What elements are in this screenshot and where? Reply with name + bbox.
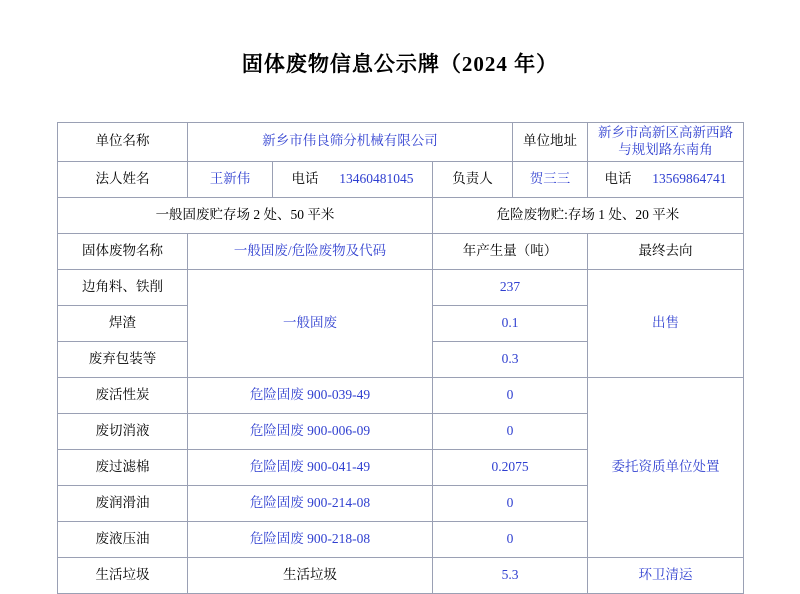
column-header-amount: 年产生量（吨） — [433, 233, 588, 269]
legal-person-value: 王新伟 — [188, 161, 273, 197]
waste-category: 一般固废 — [188, 269, 433, 377]
waste-amount: 237 — [433, 269, 588, 305]
waste-amount: 0.2075 — [433, 449, 588, 485]
waste-category: 危险固废 900-006-09 — [188, 413, 433, 449]
waste-category: 危险固废 900-039-49 — [188, 377, 433, 413]
table-row — [58, 161, 744, 197]
waste-name: 生活垃圾 — [58, 557, 188, 593]
waste-category: 危险固废 900-214-08 — [188, 485, 433, 521]
waste-amount: 0.1 — [433, 305, 588, 341]
waste-name: 边角料、铁削 — [58, 269, 188, 305]
table-row — [58, 377, 744, 413]
waste-name: 废切消液 — [58, 413, 188, 449]
legal-person-label: 法人姓名 — [58, 161, 188, 197]
waste-amount: 0.3 — [433, 341, 588, 377]
waste-amount: 0 — [433, 521, 588, 557]
page-title: 固体废物信息公示牌（2024 年） — [241, 52, 559, 76]
column-header-destination: 最终去向 — [588, 233, 744, 269]
waste-category: 危险固废 900-041-49 — [188, 449, 433, 485]
legal-phone-label: 电话 — [291, 170, 319, 186]
waste-name: 废弃包装等 — [58, 341, 188, 377]
unit-name-value: 新乡市伟良筛分机械有限公司 — [188, 123, 513, 162]
waste-destination: 委托资质单位处置 — [588, 377, 744, 557]
table-row — [58, 557, 744, 593]
waste-destination: 环卫清运 — [588, 557, 744, 593]
waste-info-table — [57, 122, 744, 594]
manager-phone-cell — [588, 161, 744, 197]
waste-name: 废活性炭 — [58, 377, 188, 413]
unit-address-label: 单位地址 — [513, 123, 588, 162]
manager-label: 负责人 — [433, 161, 513, 197]
waste-name: 废过滤棉 — [58, 449, 188, 485]
table-row — [58, 269, 744, 305]
waste-name: 废液压油 — [58, 521, 188, 557]
waste-name: 焊渣 — [58, 305, 188, 341]
manager-phone-value: 13569864741 — [652, 170, 727, 186]
table-container — [57, 122, 743, 594]
legal-phone-value: 13460481045 — [339, 170, 414, 186]
waste-amount: 0 — [433, 485, 588, 521]
unit-name-label: 单位名称 — [58, 123, 188, 162]
table-row — [58, 197, 744, 233]
waste-category: 危险固废 900-218-08 — [188, 521, 433, 557]
waste-name: 废润滑油 — [58, 485, 188, 521]
legal-phone-cell — [273, 161, 433, 197]
waste-destination: 出售 — [588, 269, 744, 377]
unit-address-value: 新乡市高新区高新西路与规划路东南角 — [588, 123, 744, 162]
manager-phone-label: 电话 — [604, 170, 632, 186]
waste-category: 生活垃圾 — [188, 557, 433, 593]
column-header-name: 固体废物名称 — [58, 233, 188, 269]
general-storage-value: 一般固废贮存场 2 处、50 平米 — [58, 197, 433, 233]
waste-amount: 0 — [433, 413, 588, 449]
waste-amount: 0 — [433, 377, 588, 413]
manager-value: 贺三三 — [513, 161, 588, 197]
column-header-category: 一般固废/危险废物及代码 — [188, 233, 433, 269]
table-header-row — [58, 233, 744, 269]
table-row — [58, 123, 744, 162]
hazard-storage-value: 危险废物贮:存场 1 处、20 平米 — [433, 197, 744, 233]
waste-amount: 5.3 — [433, 557, 588, 593]
